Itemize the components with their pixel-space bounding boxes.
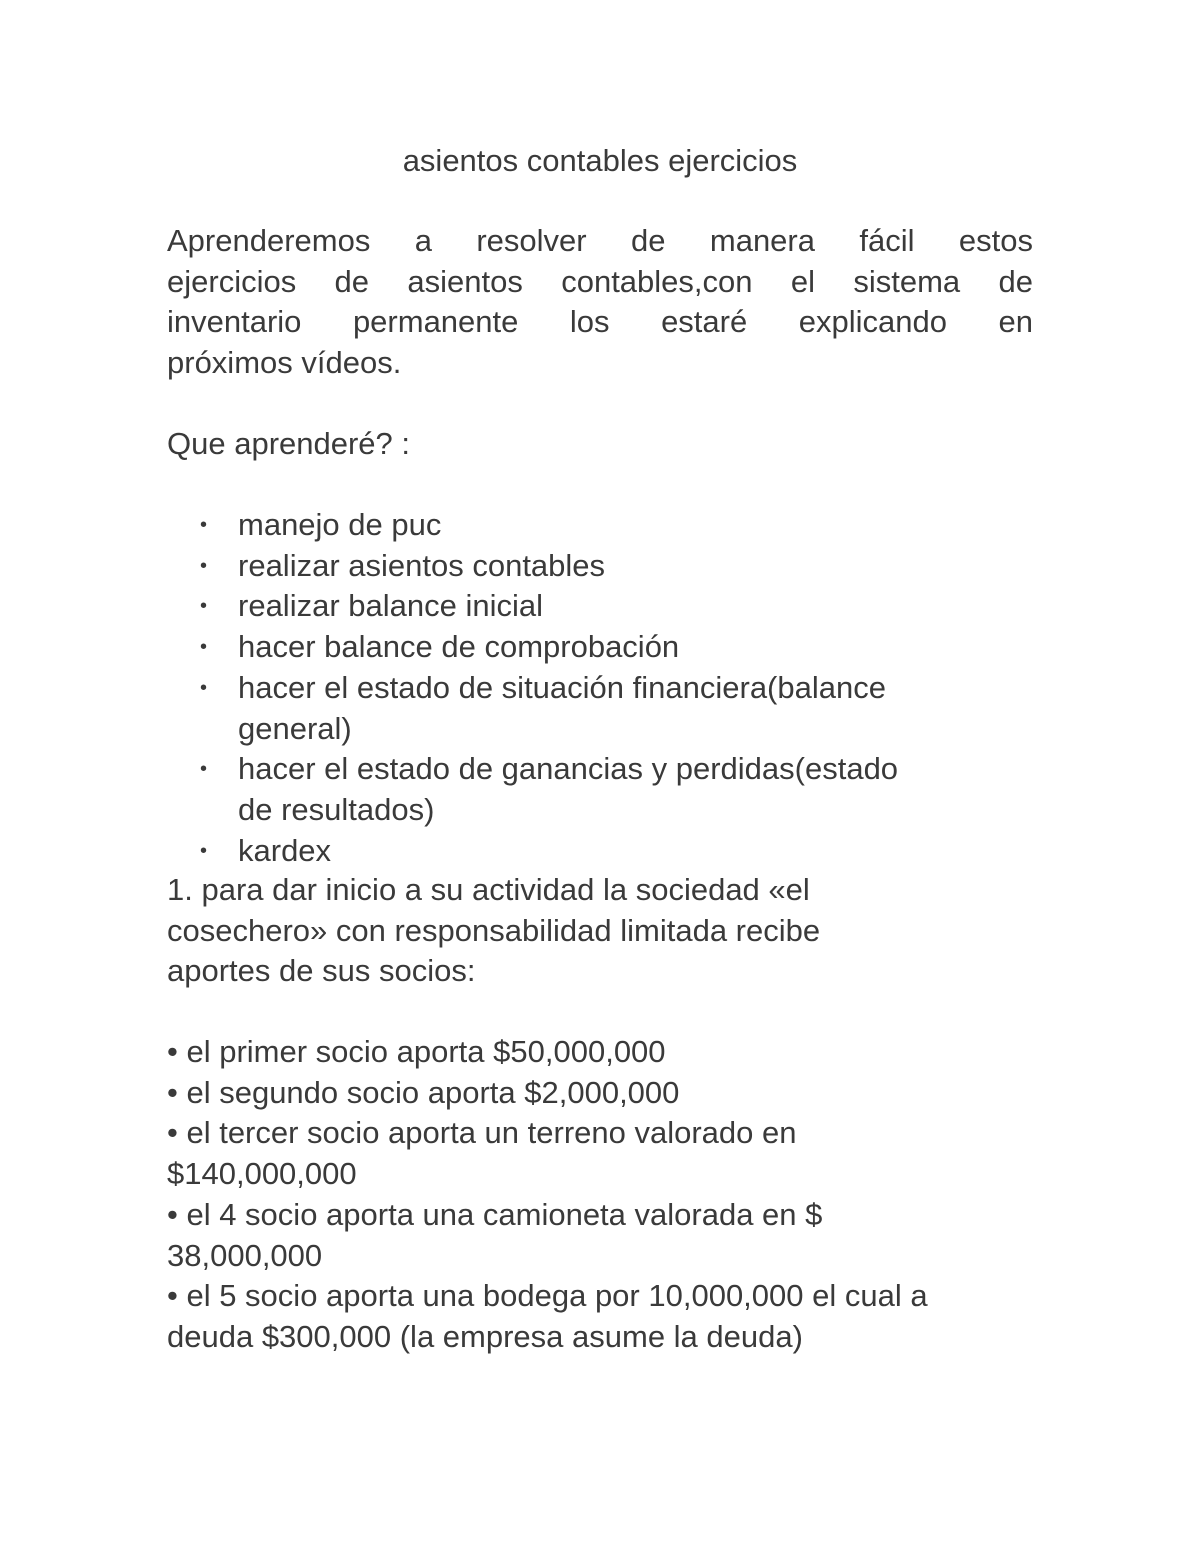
topic-text: realizar asientos contables (238, 547, 606, 583)
exercise-line: cosechero» con responsabilidad limitada recibe (167, 912, 821, 948)
bullet-icon: • (200, 758, 208, 781)
contribution-text: • el segundo socio aporta $2,000,000 (167, 1074, 680, 1110)
topic-item (167, 627, 998, 668)
bullet-icon: • (200, 595, 208, 618)
topic-item (167, 668, 998, 749)
topic-text: hacer el estado de ganancias y perdidas(estado (238, 751, 899, 787)
document-title: asientos contables ejercicios (402, 143, 798, 178)
question-heading: Que aprenderé? : (167, 426, 411, 461)
exercise-line: aportes de sus socios: (167, 953, 476, 989)
topic-text: hacer el estado de situación financiera(balance (238, 669, 886, 705)
contribution-text: • el 5 socio aporta una bodega por 10,000,000 el cual a (167, 1278, 928, 1314)
contribution-text: 38,000,000 (167, 1237, 323, 1273)
topic-item (167, 586, 998, 627)
topic-item (167, 831, 998, 872)
topic-item (167, 505, 998, 546)
contribution-text: • el 4 socio aporta una camioneta valorada en $ (167, 1196, 823, 1232)
bullet-icon: • (200, 839, 208, 862)
contribution-text: $140,000,000 (167, 1156, 357, 1192)
contribution-item (167, 1113, 1033, 1194)
intro-paragraph (167, 221, 1033, 384)
contribution-item (167, 1195, 1033, 1276)
contribution-text: • el primer socio aporta $50,000,000 (167, 1034, 666, 1069)
topic-text: manejo de puc (238, 507, 442, 542)
exercise-line: 1. para dar inicio a su actividad la sociedad «el (167, 872, 810, 907)
topic-text: kardex (238, 832, 332, 868)
contribution-text: • el tercer socio aporta un terreno valorado en (167, 1115, 797, 1151)
topic-text: general) (238, 710, 352, 746)
topics-list (167, 505, 1033, 871)
bullet-icon: • (200, 676, 208, 699)
topic-text: de resultados) (238, 791, 435, 827)
intro-line: próximos vídeos. (167, 345, 402, 381)
contributions-list (167, 1032, 1033, 1358)
bullet-icon: • (200, 636, 208, 659)
bullet-icon: • (200, 554, 208, 577)
contribution-item (167, 1032, 1033, 1073)
intro-line: ejercicios de asientos contables,con el sistema de (167, 263, 1033, 299)
contribution-item (167, 1276, 1033, 1357)
topic-item (167, 749, 998, 830)
contribution-text: deuda $300,000 (la empresa asume la deuda) (167, 1318, 803, 1354)
bullet-icon: • (200, 514, 208, 536)
topic-text: realizar balance inicial (238, 588, 543, 624)
intro-line: Aprenderemos a resolver de manera fácil estos (167, 223, 1033, 258)
exercise-statement (167, 870, 1033, 992)
topic-text: hacer balance de comprobación (238, 629, 680, 665)
topic-item (167, 546, 998, 587)
intro-line: inventario permanente los estaré explicando en (167, 304, 1033, 340)
contribution-item (167, 1073, 1033, 1114)
